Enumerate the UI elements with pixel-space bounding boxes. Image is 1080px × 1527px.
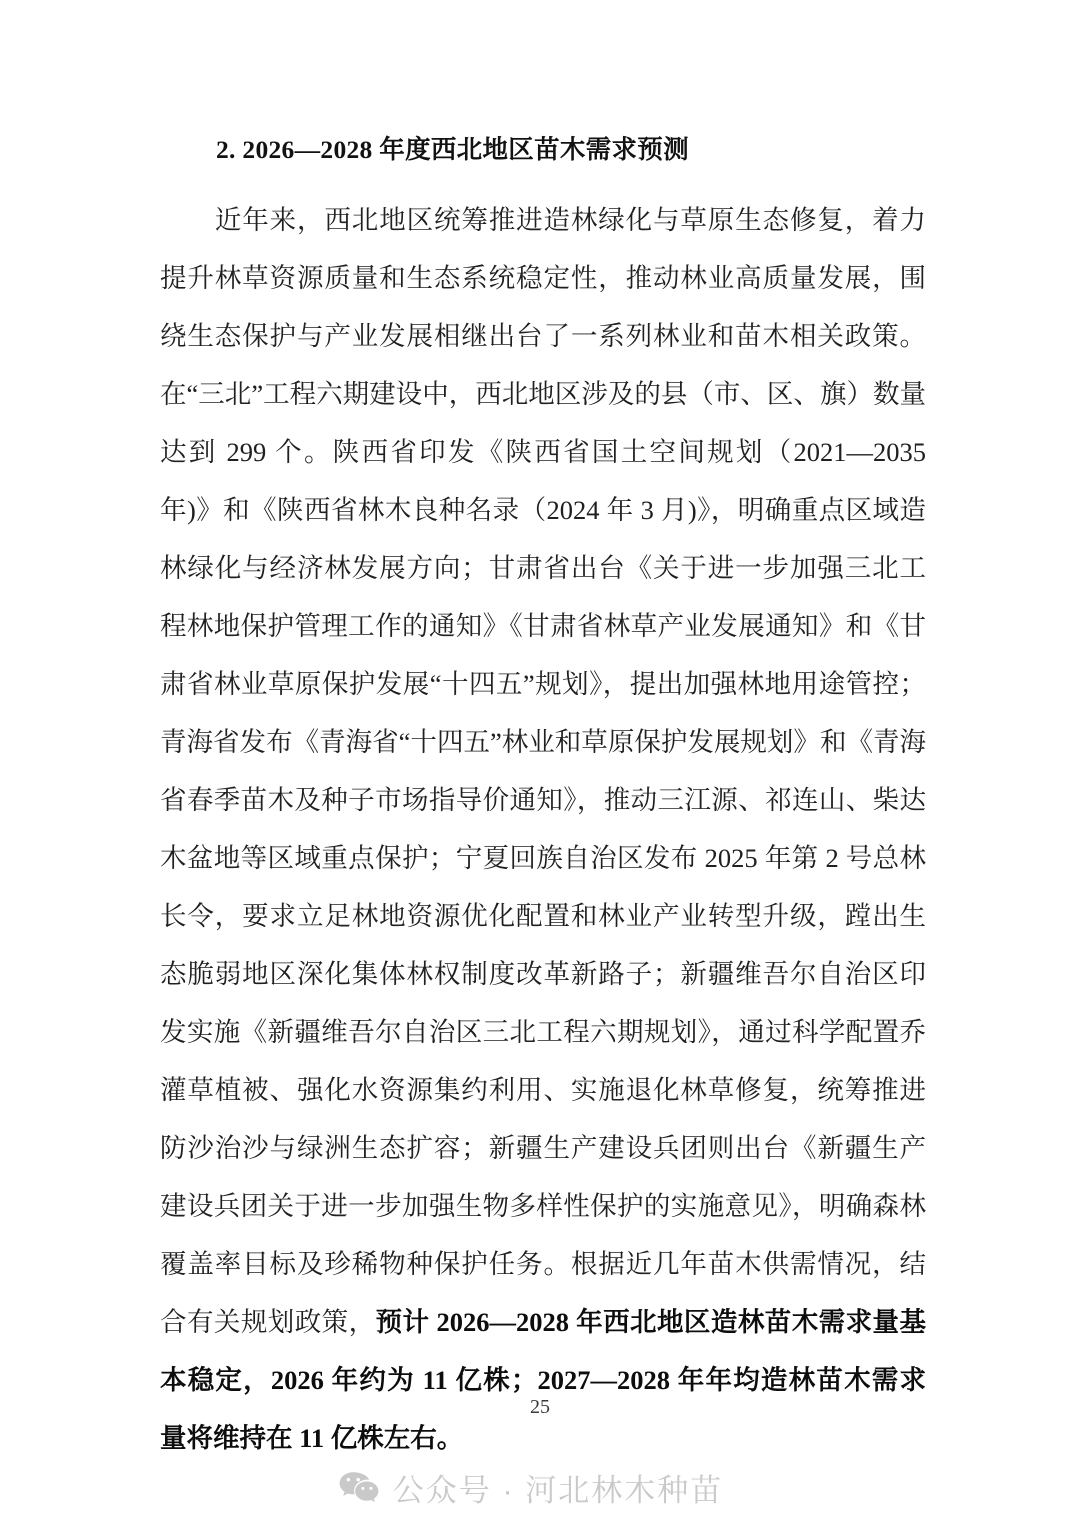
- document-content: [160, 0, 926, 1467]
- watermark-label: 公众号 · 河北林木种苗: [392, 1473, 724, 1508]
- paragraph-bold-conclusion: 预计 2026—2028 年西北地区造林苗木需求量基本稳定，2026 年约为 11 亿株；2027—2028 年年均造林苗木需求量将维持在 11 亿株左右。: [160, 1307, 927, 1454]
- paragraph-plain-text: 近年来，西北地区统筹推进造林绿化与草原生态修复，着力提升林草资源质量和生态系统稳定性，推动林业高质量发展，围绕生态保护与产业发展相继出台了一系列林业和苗木相关政策。在“三北”工程六期建设中，西北地区涉及的县（市、区、旗）数量达到 299 个。陕西省印发《陕西省国土空间规划（2021—2035 年)》和《陕西省林木良种名录（2024 年 3 月)》，明确重点区域造林绿化与经济林发展方向；甘肃省出台《关于进一步加强三北工程林地保护管理工作的通知》《甘肃省林草产业发展通知》和《甘肃省林业草原保护发展“十四五”规划》，提出加强林地用途管控；青海省发布《青海省“十四五”林业和草原保护发展规划》和《青海省春季苗木及种子市场指导价通知》，推动三江源、祁连山、柴达木盆地等区域重点保护；宁夏回族自治区发布 2025 年第 2 号总林长令，要求立足林地资源优化配置和林业产业转型升级，蹚出生态脆弱地区深化集体林权制度改革新路子；新疆维吾尔自治区印发实施《新疆维吾尔自治区三北工程六期规划》，通过科学配置乔灌草植被、强化水资源集约利用、实施退化林草修复，统筹推进防沙治沙与绿洲生态扩容；新疆生产建设兵团则出台《新疆生产建设兵团关于进一步加强生物多样性保护的实施意见》，明确森林覆盖率目标及珍稀物种保护任务。根据近几年苗木供需情况，结合有关规划政策，: [160, 205, 926, 1338]
- page-number: 25: [530, 1396, 550, 1418]
- footer-watermark: [0, 1465, 1080, 1510]
- wechat-icon: [339, 1471, 379, 1505]
- page-title: 2. 2026—2028 年度西北地区苗木需求预测: [216, 135, 689, 164]
- body-paragraph: [160, 167, 926, 1467]
